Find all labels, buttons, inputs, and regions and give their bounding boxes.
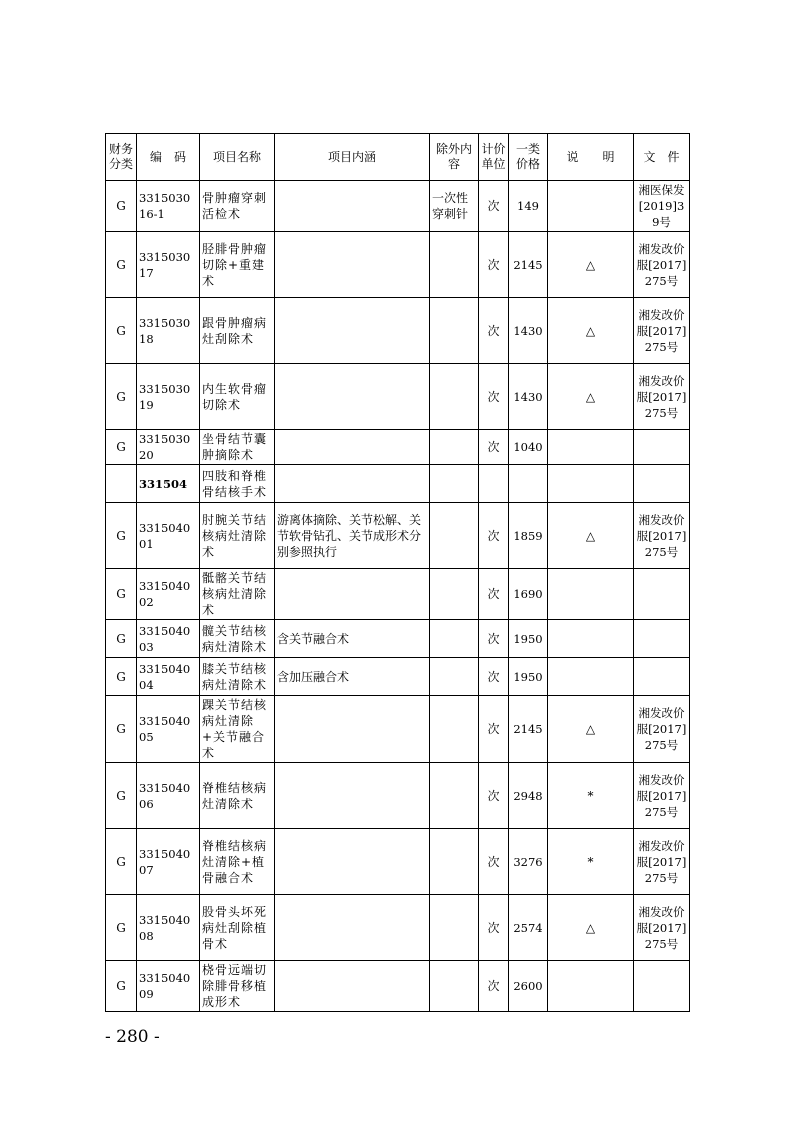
table-row-section	[106, 465, 690, 503]
cell-code: 331503016-1	[137, 181, 200, 232]
cell-document	[634, 961, 690, 1012]
cell-document	[634, 465, 690, 503]
table-row	[106, 430, 690, 465]
table-row	[106, 696, 690, 763]
table-row	[106, 763, 690, 829]
table-row	[106, 829, 690, 895]
cell-exclusions	[430, 763, 479, 829]
cell-note: △	[548, 895, 634, 961]
cell-price: 1430	[509, 298, 548, 364]
cell-document	[634, 620, 690, 658]
cell-category: G	[106, 620, 137, 658]
cell-category	[106, 465, 137, 503]
cell-content	[275, 569, 430, 620]
cell-category: G	[106, 569, 137, 620]
cell-exclusions	[430, 961, 479, 1012]
header-document: 文 件	[634, 134, 690, 181]
cell-document: 湘发改价服[2017]275号	[634, 232, 690, 298]
cell-exclusions	[430, 696, 479, 763]
cell-note	[548, 181, 634, 232]
cell-price: 1040	[509, 430, 548, 465]
cell-document	[634, 658, 690, 696]
cell-code: 331504006	[137, 763, 200, 829]
cell-document	[634, 430, 690, 465]
cell-name: 骨肿瘤穿刺活检术	[200, 181, 275, 232]
cell-exclusions	[430, 658, 479, 696]
cell-name: 脊椎结核病灶清除+植骨融合术	[200, 829, 275, 895]
cell-content	[275, 895, 430, 961]
cell-unit: 次	[479, 181, 509, 232]
header-category: 财务分类	[106, 134, 137, 181]
cell-code: 331504008	[137, 895, 200, 961]
cell-name: 桡骨远端切除腓骨移植成形术	[200, 961, 275, 1012]
cell-document: 湘发改价服[2017]275号	[634, 763, 690, 829]
cell-note: *	[548, 763, 634, 829]
cell-content	[275, 763, 430, 829]
cell-content: 含加压融合术	[275, 658, 430, 696]
cell-name: 胫腓骨肿瘤切除+重建术	[200, 232, 275, 298]
cell-exclusions	[430, 829, 479, 895]
cell-exclusions	[430, 569, 479, 620]
cell-exclusions	[430, 430, 479, 465]
header-exclusions: 除外内容	[430, 134, 479, 181]
cell-exclusions	[430, 620, 479, 658]
cell-content	[275, 696, 430, 763]
cell-note	[548, 961, 634, 1012]
cell-name: 踝关节结核病灶清除+关节融合术	[200, 696, 275, 763]
cell-category: G	[106, 503, 137, 569]
cell-category: G	[106, 232, 137, 298]
cell-unit: 次	[479, 364, 509, 430]
header-row	[106, 134, 690, 181]
cell-category: G	[106, 829, 137, 895]
table-row	[106, 364, 690, 430]
cell-code: 331504005	[137, 696, 200, 763]
cell-name: 四肢和脊椎骨结核手术	[200, 465, 275, 503]
cell-code: 331503018	[137, 298, 200, 364]
cell-name: 股骨头坏死病灶刮除植骨术	[200, 895, 275, 961]
cell-category: G	[106, 895, 137, 961]
cell-note	[548, 465, 634, 503]
cell-name: 骶髂关节结核病灶清除术	[200, 569, 275, 620]
cell-note	[548, 430, 634, 465]
table-row	[106, 232, 690, 298]
cell-document: 湘发改价服[2017]275号	[634, 298, 690, 364]
cell-code: 331504007	[137, 829, 200, 895]
header-price: 一类价格	[509, 134, 548, 181]
cell-name: 脊椎结核病灶清除术	[200, 763, 275, 829]
cell-unit	[479, 465, 509, 503]
cell-document: 湘发改价服[2017]275号	[634, 364, 690, 430]
table-row	[106, 569, 690, 620]
cell-unit: 次	[479, 696, 509, 763]
cell-content	[275, 232, 430, 298]
cell-content	[275, 829, 430, 895]
table-row	[106, 620, 690, 658]
cell-document: 湘发改价服[2017]275号	[634, 829, 690, 895]
cell-note: △	[548, 503, 634, 569]
table-row	[106, 181, 690, 232]
cell-unit: 次	[479, 298, 509, 364]
cell-price: 2574	[509, 895, 548, 961]
cell-note	[548, 620, 634, 658]
cell-exclusions	[430, 298, 479, 364]
cell-exclusions	[430, 232, 479, 298]
cell-name: 跟骨肿瘤病灶刮除术	[200, 298, 275, 364]
cell-unit: 次	[479, 829, 509, 895]
cell-unit: 次	[479, 232, 509, 298]
table-row	[106, 298, 690, 364]
cell-price: 149	[509, 181, 548, 232]
cell-name: 髋关节结核病灶清除术	[200, 620, 275, 658]
cell-code: 331503020	[137, 430, 200, 465]
cell-code: 331504001	[137, 503, 200, 569]
cell-content	[275, 181, 430, 232]
cell-unit: 次	[479, 763, 509, 829]
cell-content	[275, 430, 430, 465]
cell-category: G	[106, 364, 137, 430]
cell-exclusions	[430, 503, 479, 569]
cell-price: 2600	[509, 961, 548, 1012]
cell-note: △	[548, 696, 634, 763]
cell-content	[275, 364, 430, 430]
cell-name: 坐骨结节囊肿摘除术	[200, 430, 275, 465]
cell-exclusions	[430, 465, 479, 503]
cell-price: 1690	[509, 569, 548, 620]
cell-price: 1430	[509, 364, 548, 430]
table-row	[106, 961, 690, 1012]
cell-category: G	[106, 430, 137, 465]
cell-category: G	[106, 763, 137, 829]
cell-note	[548, 569, 634, 620]
cell-unit: 次	[479, 658, 509, 696]
table-row	[106, 895, 690, 961]
cell-code: 331504	[137, 465, 200, 503]
header-content: 项目内涵	[275, 134, 430, 181]
table-row	[106, 503, 690, 569]
cell-document: 湘发改价服[2017]275号	[634, 503, 690, 569]
cell-price: 1950	[509, 658, 548, 696]
cell-code: 331504004	[137, 658, 200, 696]
fee-schedule-table	[105, 133, 690, 1012]
header-code: 编 码	[137, 134, 200, 181]
cell-unit: 次	[479, 895, 509, 961]
page-number: - 280 -	[105, 1027, 160, 1047]
cell-document	[634, 569, 690, 620]
cell-content	[275, 961, 430, 1012]
cell-name: 膝关节结核病灶清除术	[200, 658, 275, 696]
cell-content: 含关节融合术	[275, 620, 430, 658]
cell-price: 2145	[509, 232, 548, 298]
cell-price	[509, 465, 548, 503]
cell-code: 331504003	[137, 620, 200, 658]
cell-note: *	[548, 829, 634, 895]
cell-document: 湘发改价服[2017]275号	[634, 895, 690, 961]
cell-unit: 次	[479, 620, 509, 658]
cell-price: 1859	[509, 503, 548, 569]
table-row	[106, 658, 690, 696]
cell-code: 331503017	[137, 232, 200, 298]
cell-note: △	[548, 298, 634, 364]
cell-exclusions	[430, 364, 479, 430]
cell-note: △	[548, 364, 634, 430]
cell-document: 湘发改价服[2017]275号	[634, 696, 690, 763]
cell-content	[275, 465, 430, 503]
cell-unit: 次	[479, 430, 509, 465]
cell-code: 331504009	[137, 961, 200, 1012]
cell-exclusions	[430, 895, 479, 961]
cell-document: 湘医保发[2019]39号	[634, 181, 690, 232]
cell-content	[275, 298, 430, 364]
header-name: 项目名称	[200, 134, 275, 181]
cell-category: G	[106, 961, 137, 1012]
cell-price: 3276	[509, 829, 548, 895]
header-unit: 计价单位	[479, 134, 509, 181]
cell-price: 2145	[509, 696, 548, 763]
cell-name: 肘腕关节结核病灶清除术	[200, 503, 275, 569]
cell-price: 2948	[509, 763, 548, 829]
cell-unit: 次	[479, 503, 509, 569]
cell-category: G	[106, 658, 137, 696]
header-note: 说 明	[548, 134, 634, 181]
cell-code: 331504002	[137, 569, 200, 620]
cell-price: 1950	[509, 620, 548, 658]
cell-category: G	[106, 696, 137, 763]
cell-unit: 次	[479, 961, 509, 1012]
cell-exclusions: 一次性穿刺针	[430, 181, 479, 232]
cell-code: 331503019	[137, 364, 200, 430]
cell-category: G	[106, 181, 137, 232]
cell-unit: 次	[479, 569, 509, 620]
cell-content: 游离体摘除、关节松解、关节软骨钻孔、关节成形术分别参照执行	[275, 503, 430, 569]
cell-category: G	[106, 298, 137, 364]
cell-note: △	[548, 232, 634, 298]
cell-note	[548, 658, 634, 696]
cell-name: 内生软骨瘤切除术	[200, 364, 275, 430]
